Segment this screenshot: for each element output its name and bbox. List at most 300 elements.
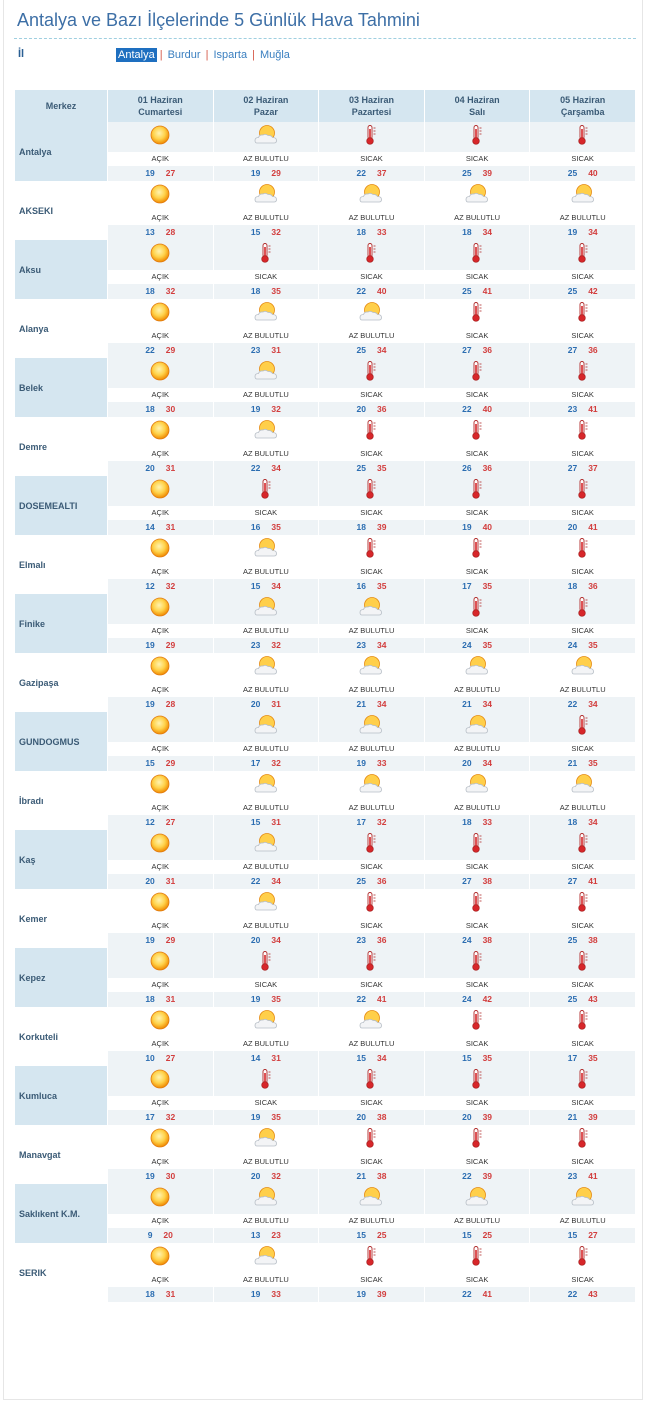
- thermometer-icon: [364, 950, 378, 977]
- max-temperature: 29: [165, 640, 176, 650]
- weather-icon-cell: [108, 1184, 213, 1214]
- min-temperature: 21: [356, 699, 366, 709]
- max-temperature: 34: [482, 758, 493, 768]
- temperature-range: [425, 756, 530, 771]
- forecast-cell: [530, 594, 635, 653]
- min-temperature: 20: [567, 522, 578, 532]
- weather-icon-cell: [319, 594, 424, 624]
- forecast-cell: [108, 476, 213, 535]
- sun-icon: [149, 478, 171, 505]
- max-temperature: 27: [165, 168, 176, 178]
- max-temperature: 27: [588, 1230, 598, 1240]
- partly-cloudy-icon: [253, 714, 279, 741]
- condition-label: AZ BULUTLU: [242, 1157, 289, 1166]
- temperature-range: [530, 520, 635, 535]
- min-temperature: 20: [462, 1112, 472, 1122]
- min-temperature: 27: [462, 876, 472, 886]
- min-temperature: 27: [567, 463, 578, 473]
- condition-label: SICAK: [571, 744, 594, 753]
- min-temperature: 19: [462, 522, 472, 532]
- weather-icon-cell: [214, 1066, 319, 1096]
- weather-icon-cell: [425, 240, 530, 270]
- max-temperature: 32: [271, 640, 281, 650]
- max-temperature: 27: [165, 1053, 176, 1063]
- min-temperature: 14: [145, 522, 155, 532]
- max-temperature: 34: [376, 640, 387, 650]
- forecast-cell: [214, 1066, 319, 1125]
- province-separator: |: [159, 49, 163, 61]
- forecast-cell: [108, 653, 213, 712]
- max-temperature: 31: [271, 817, 281, 827]
- weather-icon-cell: [108, 1125, 213, 1155]
- city-name: Aksu: [15, 240, 107, 299]
- weather-icon-cell: [214, 299, 319, 329]
- condition-label: AZ BULUTLU: [242, 567, 289, 576]
- max-temperature: 35: [271, 994, 281, 1004]
- province-link-antalya[interactable]: Antalya: [118, 49, 155, 61]
- min-temperature: 18: [567, 581, 578, 591]
- title-divider: [14, 38, 636, 39]
- forecast-cell: [319, 1007, 424, 1066]
- temperature-range: [319, 343, 424, 358]
- forecast-cell: [214, 1243, 319, 1302]
- forecast-cell: [319, 181, 424, 240]
- thermometer-icon: [470, 1068, 484, 1095]
- min-temperature: 22: [567, 1289, 578, 1299]
- temperature-range: [530, 402, 635, 417]
- sun-icon: [149, 1186, 171, 1213]
- partly-cloudy-icon: [358, 773, 384, 800]
- condition-label: AÇIK: [151, 1216, 170, 1225]
- max-temperature: 39: [376, 522, 387, 532]
- condition-label: AZ BULUTLU: [242, 744, 289, 753]
- thermometer-icon: [470, 1245, 484, 1272]
- temperature-range: [108, 1228, 213, 1243]
- max-temperature: 41: [376, 994, 387, 1004]
- max-temperature: 41: [588, 1171, 598, 1181]
- partly-cloudy-icon: [464, 773, 490, 800]
- min-temperature: 18: [462, 227, 472, 237]
- weather-icon-cell: [425, 181, 530, 211]
- max-temperature: 33: [271, 1289, 281, 1299]
- min-temperature: 22: [356, 168, 366, 178]
- temperature-range: [214, 1287, 319, 1302]
- condition-label: AÇIK: [151, 1157, 170, 1166]
- day-weekday: Pazar: [253, 107, 278, 117]
- condition-label: SICAK: [571, 272, 594, 281]
- condition-label: AÇIK: [151, 803, 170, 812]
- sun-icon: [149, 360, 171, 387]
- temperature-range: [530, 1051, 635, 1066]
- weather-icon-cell: [530, 181, 635, 211]
- condition-label: SICAK: [465, 862, 489, 871]
- forecast-cell: [319, 417, 424, 476]
- max-temperature: 33: [376, 758, 387, 768]
- temperature-range: [530, 343, 635, 358]
- max-temperature: 38: [376, 1112, 387, 1122]
- condition-label: AZ BULUTLU: [348, 803, 395, 812]
- max-temperature: 33: [376, 227, 387, 237]
- day-date: 05 Haziran: [560, 95, 606, 105]
- weather-icon-cell: [530, 122, 635, 152]
- temperature-range: [530, 1287, 635, 1302]
- max-temperature: 27: [165, 817, 176, 827]
- city-name: Korkuteli: [19, 1031, 59, 1042]
- weather-icon-cell: [214, 181, 319, 211]
- max-temperature: 35: [588, 758, 598, 768]
- partly-cloudy-icon: [253, 596, 279, 623]
- city-name: Kepez: [15, 948, 107, 1007]
- weather-icon-cell: [108, 240, 213, 270]
- weather-icon-cell: [214, 653, 319, 683]
- max-temperature: 35: [588, 640, 598, 650]
- condition-label: SICAK: [465, 1039, 489, 1048]
- max-temperature: 40: [482, 522, 493, 532]
- forecast-cell: [108, 1125, 213, 1184]
- partly-cloudy-icon: [570, 655, 596, 682]
- condition-label: SICAK: [360, 1098, 383, 1107]
- partly-cloudy-icon: [253, 773, 279, 800]
- weather-icon-cell: [425, 1125, 530, 1155]
- weather-icon-cell: [530, 1184, 635, 1214]
- partly-cloudy-icon: [253, 537, 279, 564]
- temperature-range: [425, 166, 530, 181]
- temperature-range: [319, 520, 424, 535]
- temperature-range: [425, 638, 530, 653]
- weather-icon-cell: [214, 771, 319, 801]
- temperature-range: [425, 697, 530, 712]
- forecast-row: [15, 476, 635, 535]
- min-temperature: 15: [250, 581, 261, 591]
- condition-label: SICAK: [465, 567, 489, 576]
- thermometer-icon: [470, 360, 484, 387]
- min-temperature: 23: [250, 640, 261, 650]
- thermometer-icon: [364, 1068, 378, 1095]
- forecast-cell: [214, 712, 319, 771]
- city-name: Kaş: [15, 830, 107, 889]
- min-temperature: 23: [567, 404, 578, 414]
- forecast-cell: [530, 299, 635, 358]
- province-link-burdur[interactable]: Burdur: [167, 49, 201, 61]
- forecast-cell: [319, 771, 424, 830]
- condition-label: SICAK: [571, 980, 594, 989]
- thermometer-icon: [470, 419, 484, 446]
- max-temperature: 35: [376, 581, 387, 591]
- weather-icon-cell: [425, 358, 530, 388]
- forecast-cell: [530, 771, 635, 830]
- max-temperature: 31: [165, 876, 176, 886]
- weather-icon-cell: [214, 889, 319, 919]
- min-temperature: 17: [250, 758, 261, 768]
- temperature-range: [425, 1110, 530, 1125]
- condition-label: AZ BULUTLU: [242, 921, 289, 930]
- max-temperature: 35: [376, 463, 387, 473]
- max-temperature: 43: [588, 1289, 598, 1299]
- condition-label: AZ BULUTLU: [348, 744, 395, 753]
- city-name: Belek: [15, 358, 107, 417]
- forecast-cell: [319, 594, 424, 653]
- min-temperature: 21: [462, 699, 472, 709]
- weather-icon-cell: [530, 240, 635, 270]
- weather-icon-cell: [530, 830, 635, 860]
- temperature-range: [530, 815, 635, 830]
- condition-label: AZ BULUTLU: [242, 803, 289, 812]
- min-temperature: 22: [145, 345, 155, 355]
- temperature-range: [319, 461, 424, 476]
- forecast-row: [15, 535, 635, 594]
- thermometer-icon: [576, 891, 590, 918]
- min-temperature: 25: [567, 935, 578, 945]
- forecast-cell: [530, 417, 635, 476]
- temperature-range: [319, 402, 424, 417]
- temperature-range: [319, 992, 424, 1007]
- min-temperature: 19: [145, 1171, 155, 1181]
- temperature-range: [108, 1051, 213, 1066]
- city-name: Manavgat: [19, 1149, 61, 1160]
- forecast-cell: [530, 948, 635, 1007]
- temperature-range: [214, 815, 319, 830]
- forecast-cell: [530, 122, 635, 181]
- day-header: [530, 90, 635, 122]
- temperature-range: [108, 992, 213, 1007]
- max-temperature: 34: [271, 463, 281, 473]
- sun-icon: [149, 596, 171, 623]
- condition-label: SICAK: [254, 980, 278, 989]
- sun-icon: [149, 714, 171, 741]
- forecast-cell: [108, 122, 213, 181]
- min-temperature: 15: [250, 817, 261, 827]
- max-temperature: 34: [588, 699, 598, 709]
- forecast-cell: [425, 771, 530, 830]
- thermometer-icon: [364, 478, 378, 505]
- condition-label: AZ BULUTLU: [559, 803, 606, 812]
- forecast-row: [15, 830, 635, 889]
- temperature-range: [319, 579, 424, 594]
- forecast-cell: [214, 358, 319, 417]
- sun-icon: [149, 773, 171, 800]
- forecast-row: [15, 1243, 635, 1302]
- condition-label: AZ BULUTLU: [242, 1039, 289, 1048]
- max-temperature: 30: [165, 404, 176, 414]
- temperature-range: [108, 1110, 213, 1125]
- city-name: SERIK: [19, 1267, 47, 1278]
- forecast-cell: [214, 122, 319, 181]
- weather-icon-cell: [214, 1125, 319, 1155]
- partly-cloudy-icon: [358, 301, 384, 328]
- temperature-range: [319, 1228, 424, 1243]
- min-temperature: 22: [462, 404, 472, 414]
- weather-icon-cell: [530, 948, 635, 978]
- min-temperature: 19: [250, 1112, 261, 1122]
- min-temperature: 25: [462, 168, 472, 178]
- condition-label: AÇIK: [151, 744, 170, 753]
- province-label: İl: [18, 48, 25, 60]
- weather-icon-cell: [530, 1243, 635, 1273]
- weather-icon-cell: [425, 653, 530, 683]
- min-temperature: 25: [567, 994, 578, 1004]
- max-temperature: 25: [482, 1230, 493, 1240]
- condition-label: SICAK: [465, 154, 489, 163]
- max-temperature: 32: [271, 404, 281, 414]
- temperature-range: [214, 697, 319, 712]
- sun-icon: [149, 124, 171, 151]
- min-temperature: 19: [250, 1289, 261, 1299]
- weather-icon-cell: [108, 712, 213, 742]
- weather-icon-cell: [425, 830, 530, 860]
- sun-icon: [149, 655, 171, 682]
- weather-icon-cell: [108, 1007, 213, 1037]
- weather-icon-cell: [108, 535, 213, 565]
- max-temperature: 38: [376, 1171, 387, 1181]
- thermometer-icon: [364, 360, 378, 387]
- max-temperature: 36: [376, 404, 387, 414]
- condition-label: SICAK: [571, 626, 594, 635]
- min-temperature: 15: [145, 758, 155, 768]
- min-temperature: 24: [462, 994, 472, 1004]
- temperature-range: [530, 461, 635, 476]
- city-name: Finike: [15, 594, 107, 653]
- condition-label: AZ BULUTLU: [242, 1275, 289, 1284]
- max-temperature: 25: [376, 1230, 387, 1240]
- thermometer-icon: [364, 891, 378, 918]
- min-temperature: 18: [145, 1289, 155, 1299]
- min-temperature: 22: [462, 1171, 472, 1181]
- weather-icon-cell: [319, 712, 424, 742]
- forecast-cell: [108, 1184, 213, 1243]
- weather-icon-cell: [214, 476, 319, 506]
- condition-label: AZ BULUTLU: [242, 154, 289, 163]
- temperature-range: [214, 579, 319, 594]
- forecast-cell: [530, 1007, 635, 1066]
- forecast-cell: [214, 535, 319, 594]
- condition-label: AZ BULUTLU: [559, 685, 606, 694]
- forecast-row: [15, 948, 635, 1007]
- forecast-row: [15, 358, 635, 417]
- temperature-range: [319, 756, 424, 771]
- weather-icon-cell: [214, 417, 319, 447]
- thermometer-icon: [470, 301, 484, 328]
- forecast-cell: [425, 653, 530, 712]
- condition-label: SICAK: [571, 1039, 594, 1048]
- forecast-row: [15, 181, 635, 240]
- city-name: Alanya: [19, 323, 49, 334]
- weather-icon-cell: [214, 1007, 319, 1037]
- temperature-range: [425, 1228, 530, 1243]
- forecast-cell: [425, 889, 530, 948]
- temperature-range: [530, 756, 635, 771]
- partly-cloudy-icon: [253, 183, 279, 210]
- max-temperature: 42: [482, 994, 493, 1004]
- thermometer-icon: [576, 124, 590, 151]
- province-link-mugla[interactable]: Muğla: [259, 49, 290, 61]
- max-temperature: 39: [482, 168, 493, 178]
- min-temperature: 25: [356, 463, 366, 473]
- forecast-cell: [530, 535, 635, 594]
- temperature-range: [108, 166, 213, 181]
- min-temperature: 15: [356, 1053, 366, 1063]
- min-temperature: 14: [250, 1053, 261, 1063]
- temperature-range: [530, 992, 635, 1007]
- condition-label: AZ BULUTLU: [454, 803, 500, 812]
- province-link-isparta[interactable]: Isparta: [213, 49, 248, 61]
- max-temperature: 31: [271, 699, 281, 709]
- forecast-cell: [319, 299, 424, 358]
- condition-label: AZ BULUTLU: [242, 685, 289, 694]
- temperature-range: [214, 166, 319, 181]
- max-temperature: 29: [271, 168, 281, 178]
- weather-icon-cell: [214, 594, 319, 624]
- condition-label: SICAK: [360, 567, 383, 576]
- condition-label: AÇIK: [151, 390, 170, 399]
- temperature-range: [319, 1110, 424, 1125]
- thermometer-icon: [576, 950, 590, 977]
- forecast-cell: [108, 712, 213, 771]
- min-temperature: 22: [462, 1289, 472, 1299]
- weather-icon-cell: [319, 1125, 424, 1155]
- temperature-range: [530, 933, 635, 948]
- partly-cloudy-icon: [253, 832, 279, 859]
- condition-label: SICAK: [571, 567, 594, 576]
- condition-label: AZ BULUTLU: [348, 685, 395, 694]
- temperature-range: [319, 225, 424, 240]
- forecast-cell: [319, 653, 424, 712]
- min-temperature: 20: [462, 758, 472, 768]
- max-temperature: 38: [482, 876, 493, 886]
- forecast-row: [15, 240, 635, 299]
- partly-cloudy-icon: [253, 1127, 279, 1154]
- weather-icon-cell: [425, 122, 530, 152]
- thermometer-icon: [470, 950, 484, 977]
- min-temperature: 22: [356, 286, 366, 296]
- condition-label: AÇIK: [151, 272, 170, 281]
- temperature-range: [425, 992, 530, 1007]
- weather-icon-cell: [319, 476, 424, 506]
- forecast-cell: [425, 1184, 530, 1243]
- forecast-row: [15, 1066, 635, 1125]
- max-temperature: 20: [163, 1230, 173, 1240]
- forecast-row: [15, 1125, 635, 1184]
- weather-icon-cell: [319, 830, 424, 860]
- min-temperature: 25: [462, 286, 472, 296]
- max-temperature: 36: [482, 345, 493, 355]
- condition-label: SICAK: [360, 921, 383, 930]
- condition-label: AZ BULUTLU: [559, 1216, 606, 1225]
- temperature-range: [319, 933, 424, 948]
- weather-icon-cell: [319, 1066, 424, 1096]
- max-temperature: 34: [376, 345, 387, 355]
- min-temperature: 27: [567, 345, 578, 355]
- weather-icon-cell: [425, 1184, 530, 1214]
- min-temperature: 18: [567, 817, 578, 827]
- weather-icon-cell: [108, 594, 213, 624]
- max-temperature: 29: [165, 935, 176, 945]
- temperature-range: [108, 1287, 213, 1302]
- forecast-row: [15, 653, 635, 712]
- temperature-range: [319, 284, 424, 299]
- forecast-row: [15, 299, 635, 358]
- temperature-range: [214, 1169, 319, 1184]
- forecast-cell: [108, 830, 213, 889]
- min-temperature: 23: [356, 935, 366, 945]
- thermometer-icon: [364, 537, 378, 564]
- city-name: Kemer: [19, 913, 48, 924]
- forecast-cell: [108, 771, 213, 830]
- max-temperature: 31: [271, 1053, 281, 1063]
- condition-label: AZ BULUTLU: [454, 685, 500, 694]
- max-temperature: 33: [482, 817, 493, 827]
- thermometer-icon: [364, 832, 378, 859]
- temperature-range: [530, 225, 635, 240]
